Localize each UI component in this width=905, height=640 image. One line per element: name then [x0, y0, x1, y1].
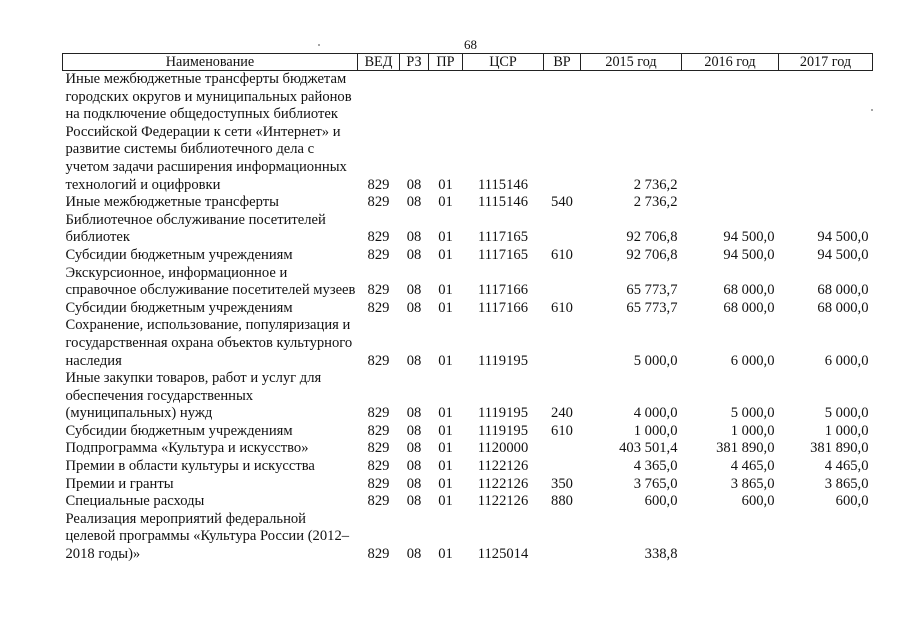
- cell-ved: 829: [367, 458, 390, 475]
- cell-rz: 08: [406, 440, 422, 457]
- cell-ved: 829: [367, 440, 390, 457]
- cell-2015: 5 000,0: [633, 352, 678, 369]
- cell-pr: 01: [438, 546, 453, 563]
- column-header-name: Наименование: [63, 54, 358, 71]
- cell-csr: 1119195: [478, 422, 528, 439]
- cell-2016: 6 000,0: [730, 352, 775, 369]
- cell-2015: 403 501,4: [619, 440, 678, 457]
- cell-pr: 01: [438, 176, 453, 193]
- cell-2015: 2 736,2: [633, 176, 678, 193]
- cell-name: Иные межбюджетные трансферты: [65, 194, 279, 211]
- table-row: [63, 71, 873, 195]
- cell-2017: 68 000,0: [817, 282, 869, 299]
- cell-rz: 08: [406, 194, 422, 211]
- cell-2015: 3 765,0: [633, 475, 678, 492]
- cell-name: Иные межбюджетные трансферты бюджетам городских округов и муниципальных районов на подключение общедоступных библиотек Российской Федерации к сети «Интернет» и развитие системы библиотечного дела с учетом задачи расширения информационных технологий и оцифровки: [65, 71, 352, 193]
- cell-name: Премии в области культуры и искусства: [65, 458, 315, 475]
- cell-2017: 381 890,0: [810, 440, 869, 457]
- cell-csr: 1119195: [478, 405, 528, 422]
- cell-pr: 01: [438, 352, 453, 369]
- column-header-ved: ВЕД: [358, 54, 400, 71]
- cell-name: Сохранение, использование, популяризация и государственная охрана объектов культурного наследия: [65, 317, 353, 369]
- table-row: [63, 247, 873, 265]
- cell-2016: 5 000,0: [730, 405, 775, 422]
- column-header-csr: ЦСР: [463, 54, 544, 71]
- column-header-2017: 2017 год: [779, 54, 873, 71]
- cell-vr: [544, 265, 581, 300]
- cell-2017: 3 865,0: [824, 475, 869, 492]
- cell-2015: 1 000,0: [633, 422, 678, 439]
- cell-2017: 94 500,0: [817, 246, 869, 263]
- cell-vr: 540: [551, 194, 573, 211]
- cell-csr: 1117165: [478, 229, 528, 246]
- cell-ved: 829: [367, 229, 390, 246]
- cell-pr: 01: [438, 299, 453, 316]
- cell-csr: 1117165: [478, 246, 528, 263]
- cell-2015: 4 000,0: [633, 405, 678, 422]
- cell-rz: 08: [406, 299, 422, 316]
- cell-rz: 08: [406, 176, 422, 193]
- cell-name: Субсидии бюджетным учреждениям: [65, 422, 293, 439]
- cell-rz: 08: [406, 493, 422, 510]
- cell-pr: 01: [438, 229, 453, 246]
- cell-ved: 829: [367, 405, 390, 422]
- cell-ved: 829: [367, 493, 390, 510]
- cell-vr: [544, 317, 581, 370]
- table-body: [63, 71, 873, 564]
- cell-csr: 1117166: [478, 299, 528, 316]
- cell-csr: 1115146: [478, 194, 528, 211]
- cell-2017: 94 500,0: [817, 229, 869, 246]
- cell-vr: [544, 440, 581, 458]
- cell-2017: 4 465,0: [824, 458, 869, 475]
- cell-2015: 4 365,0: [633, 458, 678, 475]
- table-row: [63, 212, 873, 247]
- column-header-vr: ВР: [544, 54, 581, 71]
- budget-table: [62, 53, 873, 564]
- cell-2017: 1 000,0: [824, 422, 869, 439]
- cell-pr: 01: [438, 194, 453, 211]
- cell-2017: 600,0: [835, 493, 869, 510]
- cell-2016: 68 000,0: [723, 282, 775, 299]
- cell-2015: 92 706,8: [626, 246, 678, 263]
- cell-2016: 94 500,0: [723, 246, 775, 263]
- cell-2016: 381 890,0: [716, 440, 775, 457]
- cell-vr: 610: [551, 299, 573, 316]
- table-row: [63, 300, 873, 318]
- table-row: [63, 370, 873, 423]
- cell-2015: 65 773,7: [626, 299, 678, 316]
- cell-ved: 829: [367, 299, 390, 316]
- cell-2016: 68 000,0: [723, 299, 775, 316]
- cell-csr: 1122126: [477, 458, 529, 475]
- cell-pr: 01: [438, 282, 453, 299]
- page-number: 68: [464, 37, 477, 52]
- table-header-row: [63, 54, 873, 71]
- cell-csr: 1122126: [477, 475, 529, 492]
- cell-csr: 1117166: [478, 282, 528, 299]
- cell-rz: 08: [406, 405, 422, 422]
- cell-pr: 01: [438, 405, 453, 422]
- cell-vr: [544, 458, 581, 476]
- cell-2017: 5 000,0: [824, 405, 869, 422]
- cell-2016: 3 865,0: [730, 475, 775, 492]
- cell-rz: 08: [406, 458, 422, 475]
- cell-rz: 08: [406, 422, 422, 439]
- cell-csr: 1125014: [477, 546, 529, 563]
- cell-2015: 338,8: [644, 546, 678, 563]
- cell-vr: 350: [551, 475, 573, 492]
- cell-csr: 1115146: [478, 176, 528, 193]
- cell-2017: [779, 194, 873, 212]
- cell-name: Специальные расходы: [65, 493, 205, 510]
- cell-name: Реализация мероприятий федеральной целевой программы «Культура России (2012–2018 годы)»: [65, 510, 350, 563]
- cell-name: Иные закупки товаров, работ и услуг для обеспечения государственных (муниципальных) нужд: [65, 370, 322, 422]
- cell-2015: 600,0: [644, 493, 678, 510]
- cell-2016: 600,0: [741, 493, 775, 510]
- cell-2016: [682, 511, 779, 564]
- cell-name: Субсидии бюджетным учреждениям: [65, 246, 293, 263]
- cell-ved: 829: [367, 194, 390, 211]
- cell-name: Экскурсионное, информационное и справочное обслуживание посетителей музеев: [65, 264, 356, 299]
- cell-vr: [544, 511, 581, 564]
- cell-2016: [682, 194, 779, 212]
- cell-rz: 08: [406, 246, 422, 263]
- cell-name: Субсидии бюджетным учреждениям: [65, 299, 293, 316]
- table-row: [63, 511, 873, 564]
- cell-2017: [779, 71, 873, 195]
- table-row: [63, 265, 873, 300]
- column-header-2016: 2016 год: [682, 54, 779, 71]
- cell-rz: 08: [406, 475, 422, 492]
- column-header-rz: РЗ: [400, 54, 429, 71]
- table-row: [63, 317, 873, 370]
- cell-ved: 829: [367, 176, 390, 193]
- cell-rz: 08: [406, 546, 422, 563]
- cell-csr: 1122126: [477, 493, 529, 510]
- cell-csr: 1120000: [477, 440, 529, 457]
- cell-2016: [682, 71, 779, 195]
- cell-ved: 829: [367, 422, 390, 439]
- cell-2016: 94 500,0: [723, 229, 775, 246]
- table-row: [63, 493, 873, 511]
- column-header-2015: 2015 год: [581, 54, 682, 71]
- cell-name: Библиотечное обслуживание посетителей библиотек: [65, 211, 326, 246]
- cell-rz: 08: [406, 229, 422, 246]
- cell-2016: 1 000,0: [730, 422, 775, 439]
- cell-rz: 08: [406, 352, 422, 369]
- cell-pr: 01: [438, 440, 453, 457]
- cell-vr: 610: [551, 246, 573, 263]
- cell-2017: 68 000,0: [817, 299, 869, 316]
- cell-vr: 880: [551, 493, 573, 510]
- cell-2017: 6 000,0: [824, 352, 869, 369]
- cell-ved: 829: [367, 246, 390, 263]
- cell-ved: 829: [367, 546, 390, 563]
- cell-name: Премии и гранты: [65, 475, 174, 492]
- column-header-pr: ПР: [429, 54, 463, 71]
- cell-vr: [544, 71, 581, 195]
- table-row: [63, 423, 873, 441]
- cell-csr: 1119195: [478, 352, 528, 369]
- cell-ved: 829: [367, 475, 390, 492]
- cell-name: Подпрограмма «Культура и искусство»: [65, 440, 309, 457]
- cell-vr: 610: [551, 422, 573, 439]
- cell-ved: 829: [367, 282, 390, 299]
- cell-pr: 01: [438, 493, 453, 510]
- scan-speck: [318, 44, 320, 46]
- cell-2015: 92 706,8: [626, 229, 678, 246]
- cell-2015: 2 736,2: [633, 194, 678, 211]
- cell-pr: 01: [438, 422, 453, 439]
- table-row: [63, 476, 873, 494]
- cell-2017: [779, 511, 873, 564]
- cell-pr: 01: [438, 246, 453, 263]
- table-row: [63, 194, 873, 212]
- table-row: [63, 440, 873, 458]
- cell-rz: 08: [406, 282, 422, 299]
- table-row: [63, 458, 873, 476]
- cell-pr: 01: [438, 458, 453, 475]
- cell-2016: 4 465,0: [730, 458, 775, 475]
- cell-2015: 65 773,7: [626, 282, 678, 299]
- cell-vr: [544, 212, 581, 247]
- cell-pr: 01: [438, 475, 453, 492]
- cell-vr: 240: [551, 405, 573, 422]
- cell-ved: 829: [367, 352, 390, 369]
